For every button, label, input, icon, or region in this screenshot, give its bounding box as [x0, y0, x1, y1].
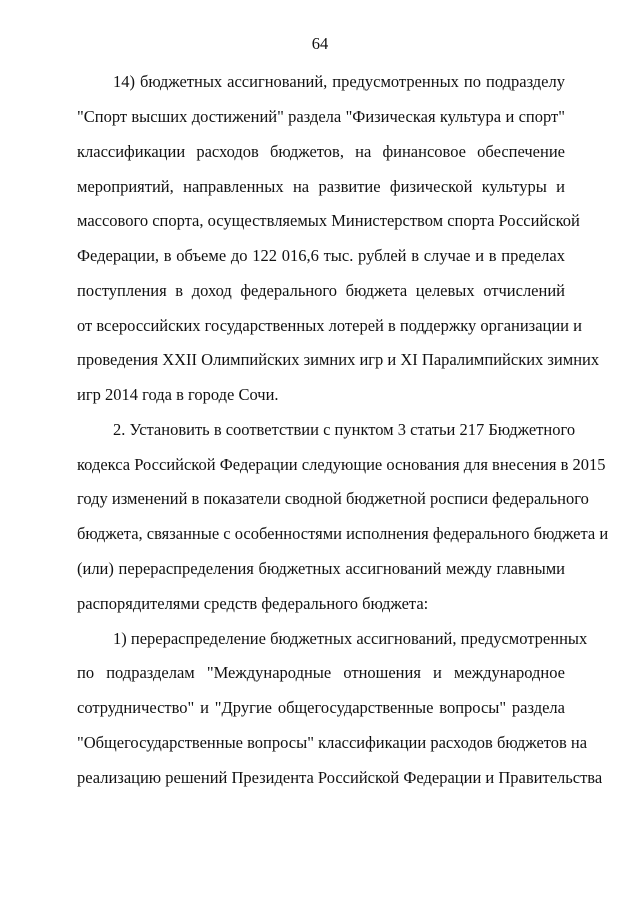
- text-line: проведения XXII Олимпийских зимних игр и XI Паралимпийских зимних: [77, 350, 600, 369]
- page-number: 64: [311, 34, 329, 53]
- text-line: реализацию решений Президента Российской Федерации и Правительства: [77, 768, 603, 787]
- text-line: от всероссийских государственных лотерей в поддержку организации и: [77, 316, 582, 335]
- text-line: сотрудничество" и "Другие общегосударственные вопросы" раздела: [77, 698, 565, 717]
- text-line: "Спорт высших достижений" раздела "Физическая культура и спорт": [77, 107, 565, 126]
- text-line: 1) перераспределение бюджетных ассигнований, предусмотренных: [113, 629, 588, 648]
- text-line: кодекса Российской Федерации следующие основания для внесения в 2015: [77, 455, 606, 474]
- text-line: Федерации, в объеме до 122 016,6 тыс. рублей в случае и в пределах: [77, 246, 565, 265]
- text-line: бюджета, связанные с особенностями исполнения федерального бюджета и: [77, 524, 609, 543]
- text-line: году изменений в показатели сводной бюджетной росписи федерального: [77, 489, 589, 508]
- text-line: распорядителями средств федерального бюджета:: [77, 594, 429, 613]
- text-line: мероприятий, направленных на развитие физической культуры и: [77, 177, 565, 196]
- text-line: массового спорта, осуществляемых Министерством спорта Российской: [77, 211, 580, 230]
- text-line: классификации расходов бюджетов, на финансовое обеспечение: [77, 142, 565, 161]
- text-line: "Общегосударственные вопросы" классификации расходов бюджетов на: [77, 733, 588, 752]
- text-line: игр 2014 года в городе Сочи.: [77, 385, 279, 404]
- text-line: 14) бюджетных ассигнований, предусмотренных по подразделу: [113, 72, 565, 91]
- text-line: (или) перераспределения бюджетных ассигнований между главными: [77, 559, 565, 578]
- text-line: 2. Установить в соответствии с пунктом 3 статьи 217 Бюджетного: [113, 420, 576, 439]
- text-line: поступления в доход федерального бюджета целевых отчислений: [77, 281, 565, 300]
- text-line: по подразделам "Международные отношения и международное: [77, 663, 565, 682]
